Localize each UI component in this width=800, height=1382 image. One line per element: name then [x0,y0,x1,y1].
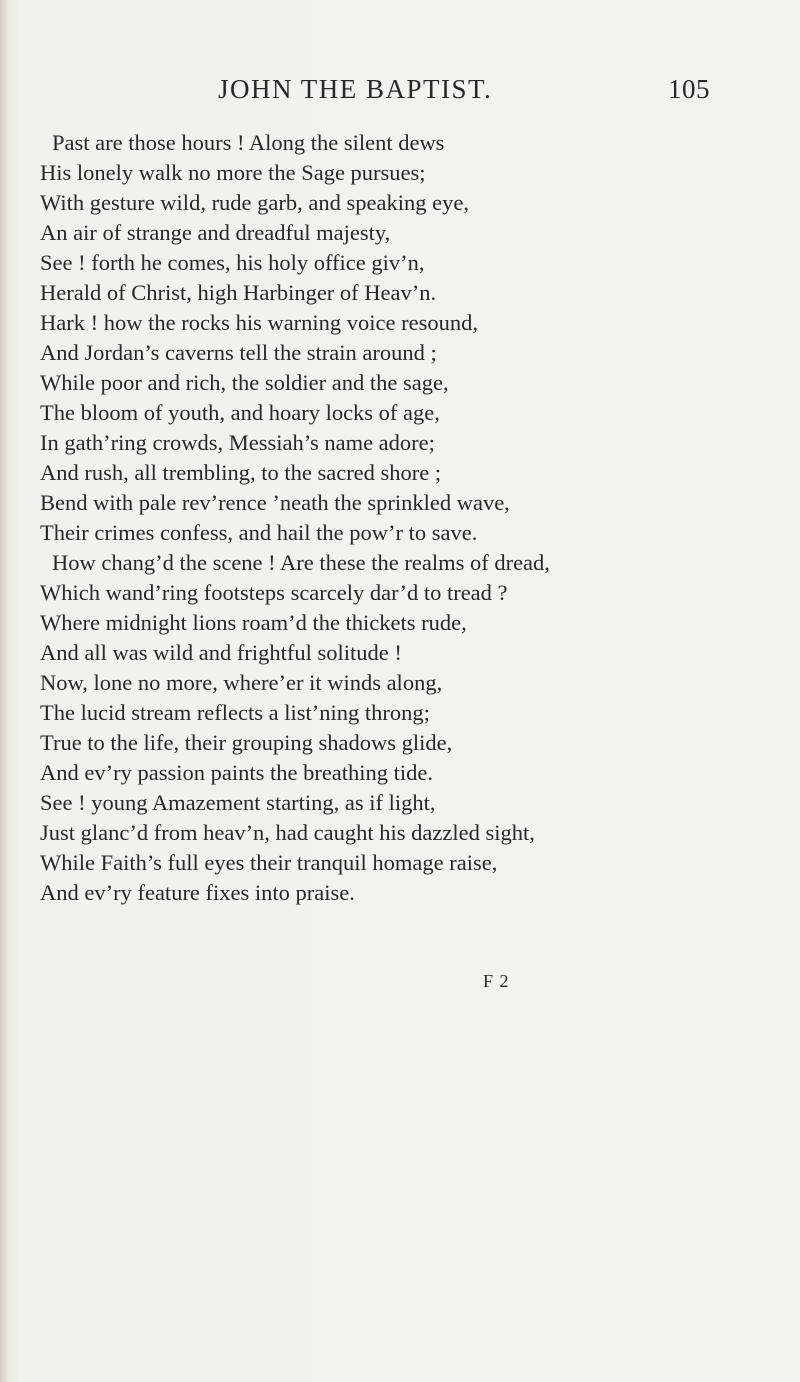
poem-line: Hark ! how the rocks his warning voice resound, [40,310,479,335]
poem-line: And all was wild and frightful solitude ! [40,640,402,665]
poem-line: An air of strange and dreadful majesty, [40,220,391,245]
poem-line: And rush, all trembling, to the sacred shore ; [40,460,442,485]
page-number: 105 [668,74,710,104]
poem-line: See ! young Amazement starting, as if light, [40,790,436,815]
poem-line: Herald of Christ, high Harbinger of Heav’n. [40,280,437,305]
poem-line: Where midnight lions roam’d the thickets rude, [40,610,467,635]
poem-line: Past are those hours ! Along the silent dews [52,130,445,155]
poem-line: How chang’d the scene ! Are these the realms of dread, [52,550,550,575]
poem-line: And ev’ry feature fixes into praise. [40,880,355,905]
poem-line: Bend with pale rev’rence ’neath the sprinkled wave, [40,490,510,515]
page-gutter-shadow [0,0,8,1382]
poem-line: Now, lone no more, where’er it winds along, [40,670,443,695]
poem-line: True to the life, their grouping shadows glide, [40,730,453,755]
poem-line: And ev’ry passion paints the breathing tide. [40,760,434,785]
running-title: JOHN THE BAPTIST. [218,74,493,104]
poem-line: The lucid stream reflects a list’ning throng; [40,700,430,725]
poem-line: While Faith’s full eyes their tranquil homage raise, [40,850,498,875]
poem-line: And Jordan’s caverns tell the strain around ; [40,340,437,365]
poem-line: While poor and rich, the soldier and the sage, [40,370,449,395]
poem-line: Their crimes confess, and hail the pow’r to save. [40,520,478,545]
poem-line: In gath’ring crowds, Messiah’s name adore; [40,430,435,455]
poem-line: See ! forth he comes, his holy office giv’n, [40,250,425,275]
poem-line: With gesture wild, rude garb, and speaking eye, [40,190,469,215]
poem-line: The bloom of youth, and hoary locks of age, [40,400,440,425]
poem-line: Which wand’ring footsteps scarcely dar’d to tread ? [40,580,508,605]
poem-line: Just glanc’d from heav’n, had caught his dazzled sight, [40,820,535,845]
signature-mark: F 2 [483,971,510,991]
poem-line: His lonely walk no more the Sage pursues; [40,160,426,185]
running-head [0,74,800,114]
